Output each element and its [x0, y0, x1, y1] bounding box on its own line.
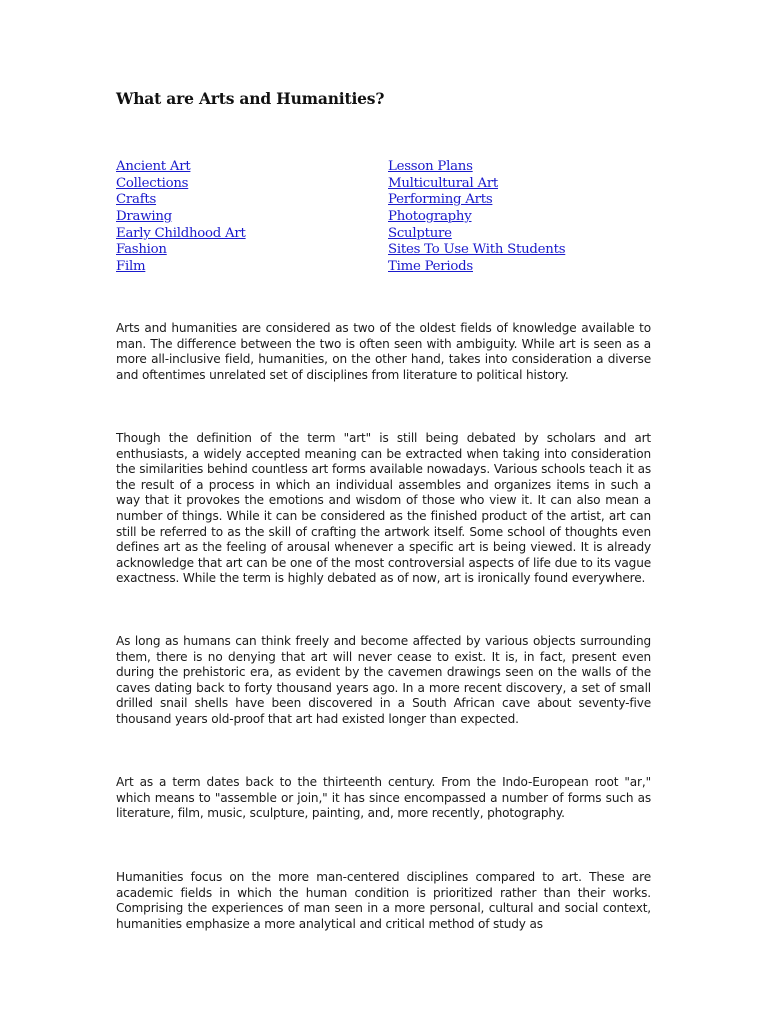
link-film[interactable]: Film — [116, 259, 146, 275]
link-fashion[interactable]: Fashion — [116, 242, 167, 258]
page-title: What are Arts and Humanities? — [116, 89, 385, 108]
link-lesson-plans[interactable]: Lesson Plans — [388, 159, 473, 174]
list-item — [388, 191, 565, 208]
link-sites-to-use-with-students[interactable]: Sites To Use With Students — [388, 242, 566, 258]
list-item — [116, 191, 246, 208]
list-item — [388, 241, 565, 258]
link-drawing[interactable]: Drawing — [116, 209, 172, 225]
body-paragraph: As long as humans can think freely and become affected by various objects surrounding them, there is no denying that art will never cease to exist. It is, in fact, present even during the prehistoric era, as evident by the cavemen drawings seen on the walls of the caves dating back to forty thousand years ago. In a more recent discovery, a set of small drilled snail shells have been discovered in a South African cave about seventy-five thousand years old-proof that art had existed longer than expected. — [116, 634, 651, 726]
link-collections[interactable]: Collections — [116, 175, 189, 191]
list-item — [388, 208, 565, 225]
list-item — [388, 258, 565, 275]
body-paragraph: Though the definition of the term "art" is still being debated by scholars and art enthusiasts, a widely accepted meaning can be extracted when taking into consideration the similarities behind countless art forms available nowadays. Various schools teach it as the result of a process in which an individual assembles and organizes items in such a way that it provokes the emotions and wisdom of those who view it. It can also mean a number of things. While it can be considered as the finished product of the artist, art can still be referred to as the skill of crafting the artwork itself. Some school of thoughts even defines art as the feeling of arousal whenever a specific art is being viewed. It is already acknowledge that art can be one of the most controversial aspects of life due to its vague exactness. While the term is highly debated as of now, art is ironically found everywhere. — [116, 431, 651, 586]
list-item — [116, 208, 246, 225]
link-photography[interactable]: Photography — [388, 209, 472, 225]
body-paragraph: Humanities focus on the more man-centered disciplines compared to art. These are academic fields in which the human condition is prioritized rather than their works. Comprising the experiences of man seen in a more personal, cultural and social context, humanities emphasize a more analytical and critical method of study as — [116, 870, 651, 931]
body-paragraph: Arts and humanities are considered as two of the oldest fields of knowledge available to man. The difference between the two is often seen with ambiguity. While art is seen as a more all-inclusive field, humanities, on the other hand, takes into consideration a diverse and oftentimes unrelated set of disciplines from literature to political history. — [116, 321, 651, 382]
link-performing-arts[interactable]: Performing Arts — [388, 192, 493, 208]
link-ancient-art[interactable]: Ancient Art — [116, 159, 191, 174]
list-item — [116, 158, 246, 175]
topic-links-right-column — [388, 158, 565, 275]
topic-links-left-column — [116, 158, 246, 275]
link-crafts[interactable]: Crafts — [116, 192, 157, 208]
link-multicultural-art[interactable]: Multicultural Art — [388, 175, 499, 191]
list-item — [388, 175, 565, 192]
list-item — [116, 258, 246, 275]
list-item — [116, 225, 246, 242]
link-time-periods[interactable]: Time Periods — [388, 259, 473, 275]
list-item — [116, 241, 246, 258]
body-paragraph: Art as a term dates back to the thirteenth century. From the Indo-European root "ar," which means to "assemble or join," it has since encompassed a number of forms such as literature, film, music, sculpture, painting, and, more recently, photography. — [116, 775, 651, 821]
link-early-childhood-art[interactable]: Early Childhood Art — [116, 225, 246, 241]
link-sculpture[interactable]: Sculpture — [388, 225, 452, 241]
list-item — [388, 158, 565, 175]
list-item — [116, 175, 246, 192]
list-item — [388, 225, 565, 242]
